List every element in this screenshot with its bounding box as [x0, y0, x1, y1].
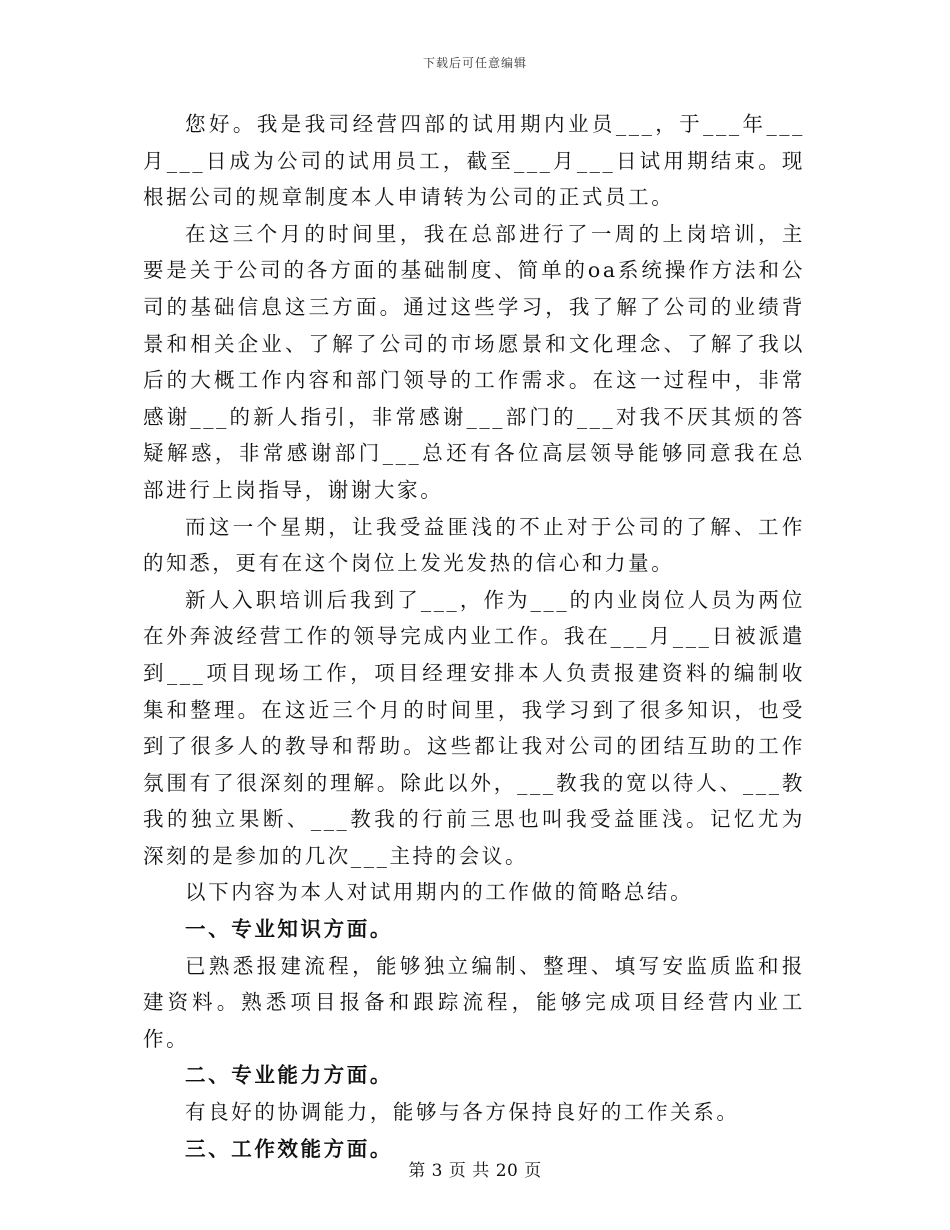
paragraph-greeting: 您好。我是我司经营四部的试用期内业员___，于___年___月___日成为公司的试用员工，截至___月___日试用期结束。现根据公司的规章制度本人申请转为公司的正式员工。 [143, 112, 805, 210]
page-header: 下载后可任意编辑 [422, 56, 527, 70]
paragraph-summary-intro: 以下内容为本人对试用期内的工作做的简略总结。 [185, 880, 694, 905]
heading-work-efficiency: 三、工作效能方面。 [185, 1136, 393, 1161]
paragraph-week: 而这一个星期，让我受益匪浅的不止对于公司的了解、工作的知悉，更有在这个岗位上发光发热的信心和力量。 [143, 514, 805, 576]
page-number: 第 3 页 共 20 页 [408, 1161, 542, 1181]
paragraph-training: 在这三个月的时间里，我在总部进行了一周的上岗培训，主要是关于公司的各方面的基础制度、简单的oa系统操作方法和公司的基础信息这三方面。通过这些学习，我了解了公司的业绩背景和相关企业、了解了公司的市场愿景和文化理念、了解了我以后的大概工作内容和部门领导的工作需求。在这一过程中，非常感谢___的新人指引，非常感谢___部门的___对我不厌其烦的答疑解惑，非常感谢部门___总还有各位高层领导能够同意我在总部进行上岗指导，谢谢大家。 [143, 221, 805, 502]
heading-professional-knowledge: 一、专业知识方面。 [185, 917, 393, 942]
paragraph-onsite-work: 新人入职培训后我到了___，作为___的内业岗位人员为两位在外奔波经营工作的领导完成内业工作。我在___月___日被派遣到___项目现场工作，项目经理安排本人负责报建资料的编制收集和整理。在这近三个月的时间里，我学习到了很多知识，也受到了很多人的教导和帮助。这些都让我对公司的团结互助的工作氛围有了很深刻的理解。除此以外，___教我的宽以待人、___教我的独立果断、___教我的行前三思也叫我受益匪浅。记忆尤为深刻的是参加的几次___主持的会议。 [143, 587, 805, 868]
document-body [143, 106, 805, 1167]
paragraph-professional-ability: 有良好的协调能力，能够与各方保持良好的工作关系。 [185, 1100, 740, 1125]
paragraph-professional-knowledge: 已熟悉报建流程，能够独立编制、整理、填写安监质监和报建资料。熟悉项目报备和跟踪流程，能够完成项目经营内业工作。 [143, 953, 805, 1051]
heading-professional-ability: 二、专业能力方面。 [185, 1063, 393, 1088]
